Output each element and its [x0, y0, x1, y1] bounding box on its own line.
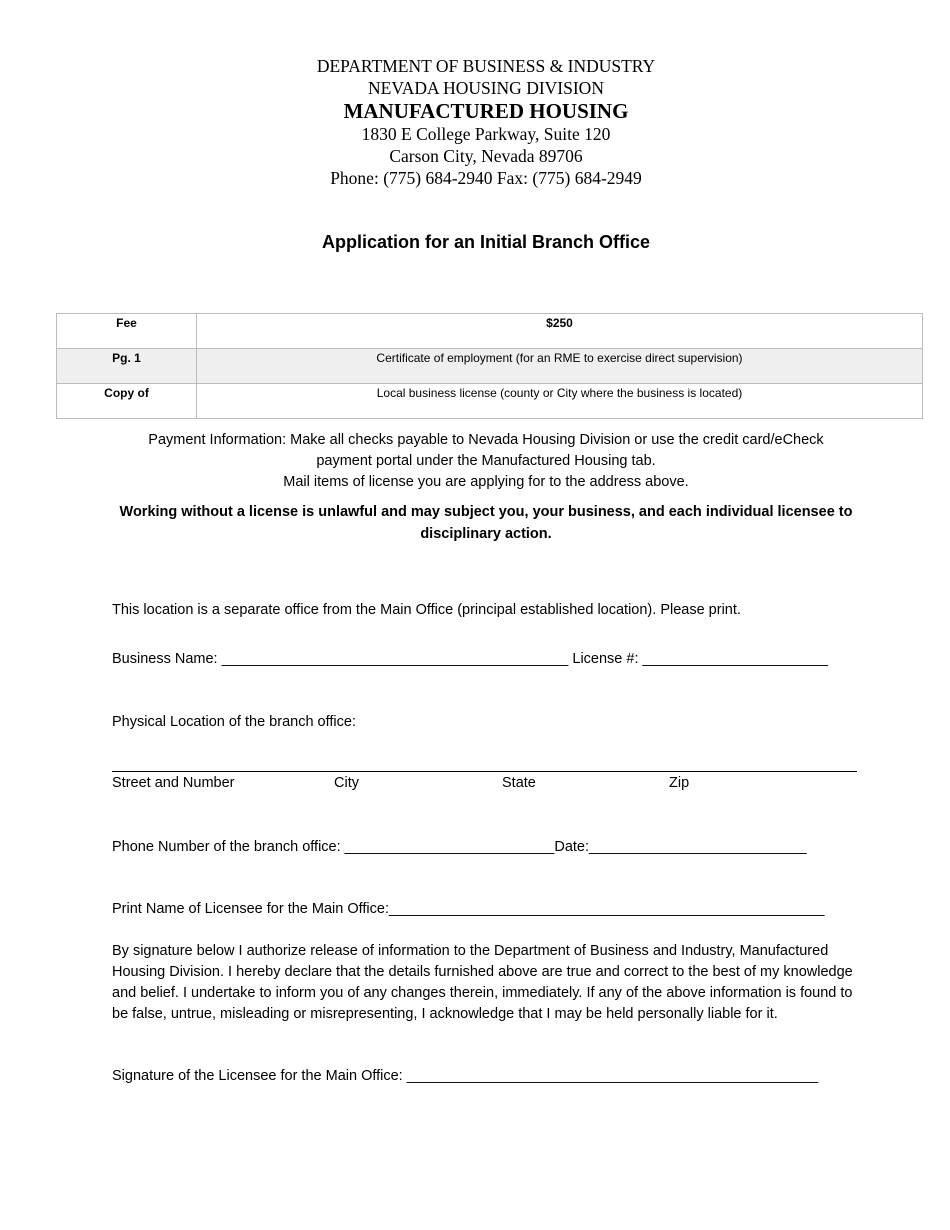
warning-line: disciplinary action.: [420, 526, 552, 542]
address-field[interactable]: [112, 771, 857, 772]
business-name-field[interactable]: Business Name: ___________________________________________ License #: _______________________: [112, 651, 828, 667]
street-label: Street and Number: [112, 775, 235, 791]
signature-field[interactable]: Signature of the Licensee for the Main Office: ___________________________________________________: [112, 1068, 819, 1084]
payment-line: payment portal under the Manufactured Housing tab.: [316, 453, 656, 469]
row-label: Copy of: [57, 384, 197, 419]
table-row: [57, 384, 923, 419]
warning-line: Working without a license is unlawful and may subject you, your business, and each individual licensee to: [119, 504, 853, 520]
agency-header: [0, 55, 950, 189]
table-row: [57, 314, 923, 349]
division-name: NEVADA HOUSING DIVISION: [368, 78, 604, 98]
row-label: Pg. 1: [57, 349, 197, 384]
phone-date-field[interactable]: Phone Number of the branch office: __________________________Date:___________________________: [112, 839, 807, 855]
state-label: State: [502, 775, 536, 791]
program-name: MANUFACTURED HOUSING: [343, 99, 629, 123]
print-name-field[interactable]: Print Name of Licensee for the Main Office:______________________________________________________: [112, 901, 825, 917]
city-label: City: [334, 775, 359, 791]
payment-information: [100, 430, 872, 493]
table-row: [57, 349, 923, 384]
row-label: Fee: [57, 314, 197, 349]
mail-instructions: Mail items of license you are applying for to the address above.: [283, 474, 689, 490]
row-value: Certificate of employment (for an RME to exercise direct supervision): [197, 349, 923, 384]
row-value: $250: [197, 314, 923, 349]
authorization-statement: By signature below I authorize release of information to the Department of Business and Industry, Manufactured Housing Division. I hereby declare that the details furnished above are true and correct to the best of my knowledge and belief. I undertake to inform you of any changes therein, immediately. If any of the above information is found to be false, untrue, misleading or misrepresenting, I acknowledge that I may be held personally liable for it.: [112, 943, 853, 1022]
requirements-table: [56, 313, 923, 419]
physical-location-label: Physical Location of the branch office:: [112, 714, 356, 730]
department-name: DEPARTMENT OF BUSINESS & INDUSTRY: [316, 56, 656, 76]
row-value: Local business license (county or City where the business is located): [197, 384, 923, 419]
form-title: Application for an Initial Branch Office: [321, 232, 651, 252]
zip-label: Zip: [669, 775, 690, 791]
license-warning: [100, 501, 872, 545]
payment-line: Payment Information: Make all checks payable to Nevada Housing Division or use the credit card/eCheck: [148, 432, 824, 448]
address-line-1: 1830 E College Parkway, Suite 120: [361, 124, 611, 144]
address-line-2: Carson City, Nevada 89706: [389, 146, 583, 166]
contact-line: Phone: (775) 684-2940 Fax: (775) 684-2949: [330, 168, 642, 188]
form-intro: This location is a separate office from the Main Office (principal established location). Please print.: [112, 602, 741, 618]
